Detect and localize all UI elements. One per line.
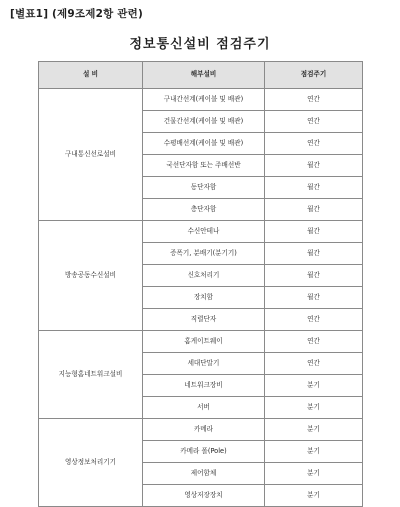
- inspection-cycle-cell: 연간: [265, 89, 363, 111]
- inspection-cycle-cell: 연간: [265, 309, 363, 331]
- inspection-cycle-cell: 월간: [265, 199, 363, 221]
- facility-group-cell: 방송공동수신설비: [39, 221, 143, 331]
- inspection-cycle-cell: 월간: [265, 265, 363, 287]
- sub-facility-cell: 카메라: [143, 419, 265, 441]
- sub-facility-cell: 동단자함: [143, 177, 265, 199]
- inspection-cycle-cell: 연간: [265, 111, 363, 133]
- header-sub-facility: 해부설비: [143, 62, 265, 89]
- inspection-cycle-cell: 연간: [265, 133, 363, 155]
- sub-facility-cell: 수평배선계(케이블 및 배관): [143, 133, 265, 155]
- inspection-cycle-cell: 분기: [265, 375, 363, 397]
- header-facility: 설 비: [39, 62, 143, 89]
- inspection-cycle-cell: 월간: [265, 287, 363, 309]
- sub-facility-cell: 건물간선계(케이블 및 배관): [143, 111, 265, 133]
- table-header-row: [39, 62, 363, 89]
- sub-facility-cell: 국선단자함 또는 주배선반: [143, 155, 265, 177]
- inspection-cycle-cell: 월간: [265, 155, 363, 177]
- header-inspection-cycle: 점검주기: [265, 62, 363, 89]
- inspection-cycle-cell: 월간: [265, 243, 363, 265]
- sub-facility-cell: 홈게이트웨이: [143, 331, 265, 353]
- sub-facility-cell: 영상저장장치: [143, 485, 265, 507]
- sub-facility-cell: 서버: [143, 397, 265, 419]
- inspection-cycle-cell: 분기: [265, 397, 363, 419]
- table-row: [39, 331, 363, 353]
- inspection-cycle-cell: 연간: [265, 331, 363, 353]
- sub-facility-cell: 카메라 폴(Pole): [143, 441, 265, 463]
- annex-label: [별표1] (제9조제2항 관련): [10, 8, 143, 20]
- sub-facility-cell: 층단자함: [143, 199, 265, 221]
- sub-facility-cell: 네트워크장비: [143, 375, 265, 397]
- table-body: [39, 89, 363, 507]
- table-row: [39, 419, 363, 441]
- table-row: [39, 89, 363, 111]
- facility-group-cell: 영상정보처리기기: [39, 419, 143, 507]
- inspection-cycle-cell: 분기: [265, 419, 363, 441]
- table-row: [39, 221, 363, 243]
- sub-facility-cell: 신호처리기: [143, 265, 265, 287]
- inspection-cycle-cell: 월간: [265, 177, 363, 199]
- document-title: 정보통신설비 점검주기: [129, 37, 271, 52]
- inspection-cycle-cell: 분기: [265, 463, 363, 485]
- sub-facility-cell: 구내간선계(케이블 및 배관): [143, 89, 265, 111]
- facility-group-cell: 구내통신선로설비: [39, 89, 143, 221]
- inspection-cycle-cell: 분기: [265, 441, 363, 463]
- inspection-cycle-cell: 연간: [265, 353, 363, 375]
- sub-facility-cell: 세대단말기: [143, 353, 265, 375]
- facility-group-cell: 지능형홈네트워크설비: [39, 331, 143, 419]
- inspection-cycle-cell: 월간: [265, 221, 363, 243]
- sub-facility-cell: 수신안테나: [143, 221, 265, 243]
- sub-facility-cell: 직렬단자: [143, 309, 265, 331]
- inspection-cycle-cell: 분기: [265, 485, 363, 507]
- sub-facility-cell: 제어함체: [143, 463, 265, 485]
- sub-facility-cell: 장치함: [143, 287, 265, 309]
- inspection-cycle-table: [38, 61, 363, 507]
- sub-facility-cell: 증폭기, 분배기(분기기): [143, 243, 265, 265]
